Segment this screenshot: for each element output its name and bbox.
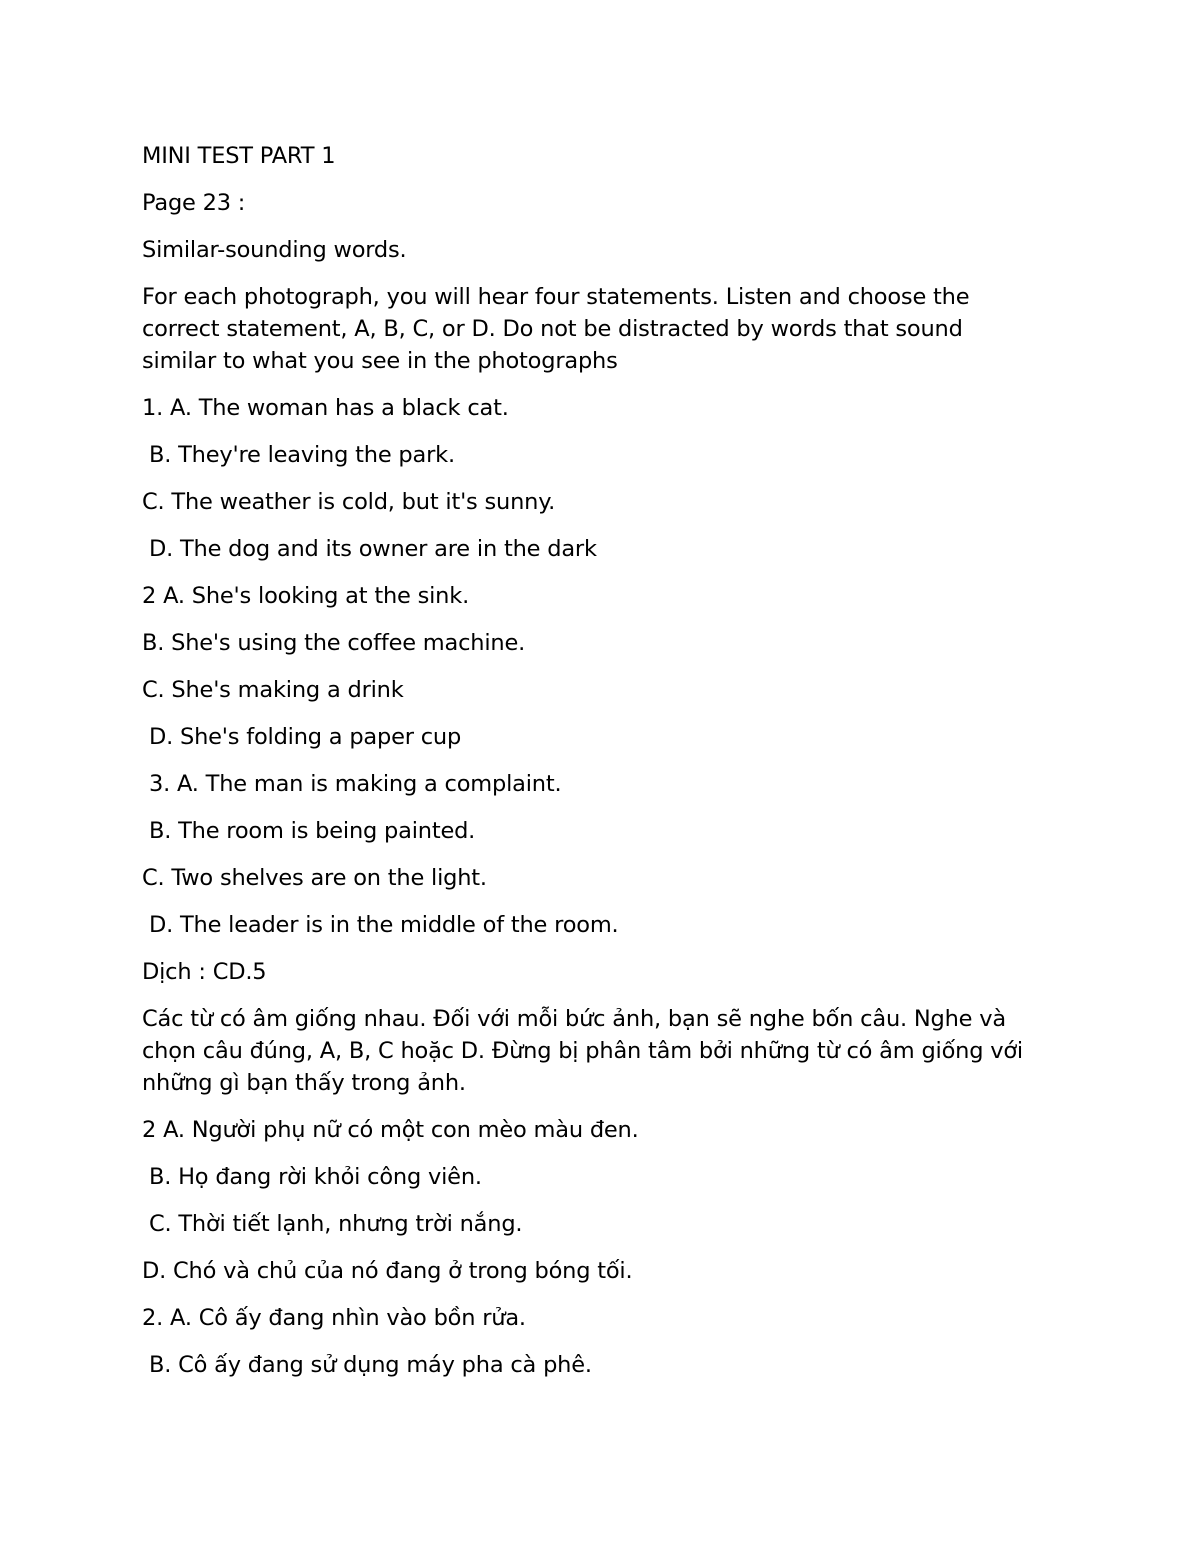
instructions-paragraph: For each photograph, you will hear four statements. Listen and choose the correct statement, A, B, C, or D. Do not be distracted by words that sound similar to what you see in the photographs	[142, 284, 970, 374]
page-reference: Page 23 :	[142, 190, 246, 216]
translation-line: B. Cô ấy đang sử dụng máy pha cà phê.	[142, 1352, 592, 1378]
question-line: C. She's making a drink	[142, 677, 404, 703]
document-title: MINI TEST PART 1	[142, 143, 336, 169]
topic-heading: Similar-sounding words.	[142, 237, 407, 263]
question-line: 2 A. She's looking at the sink.	[142, 583, 470, 609]
translation-line: D. Chó và chủ của nó đang ở trong bóng tối.	[142, 1258, 633, 1284]
question-line: B. They're leaving the park.	[142, 442, 455, 468]
translation-line: 2. A. Cô ấy đang nhìn vào bồn rửa.	[142, 1305, 526, 1331]
question-line: D. The dog and its owner are in the dark	[142, 536, 597, 562]
translation-heading: Dịch : CD.5	[142, 959, 267, 985]
translation-intro-paragraph: Các từ có âm giống nhau. Đối với mỗi bức ảnh, bạn sẽ nghe bốn câu. Nghe và chọn câu đúng, A, B, C hoặc D. Đừng bị phân tâm bởi những từ có âm giống với những gì bạn thấy trong ảnh.	[142, 1006, 1023, 1096]
question-line: C. The weather is cold, but it's sunny.	[142, 489, 556, 515]
question-line: 3. A. The man is making a complaint.	[142, 771, 562, 797]
translation-line: C. Thời tiết lạnh, nhưng trời nắng.	[142, 1211, 523, 1237]
translation-line: B. Họ đang rời khỏi công viên.	[142, 1164, 482, 1190]
question-line: B. She's using the coffee machine.	[142, 630, 526, 656]
question-line: B. The room is being painted.	[142, 818, 476, 844]
question-line: 1. A. The woman has a black cat.	[142, 395, 509, 421]
question-line: D. She's folding a paper cup	[142, 724, 462, 750]
document-page	[142, 140, 1042, 1396]
translation-line: 2 A. Người phụ nữ có một con mèo màu đen.	[142, 1117, 639, 1143]
question-line: C. Two shelves are on the light.	[142, 865, 487, 891]
question-line: D. The leader is in the middle of the room.	[142, 912, 619, 938]
